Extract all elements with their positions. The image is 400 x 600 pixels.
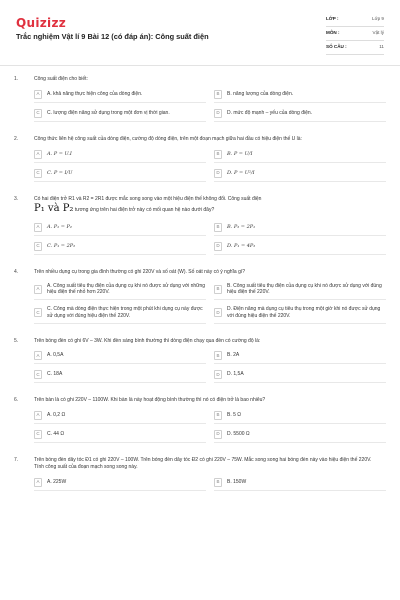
option-c[interactable] [34, 306, 206, 324]
question-text-part: Có hai điện trở R1 và R2 = 2R1 được mắc song song vào một hiệu điện thế không đổi. Công suất điện [34, 195, 262, 202]
option-letter: B [214, 411, 222, 420]
meta-subject-label: MÔN : [326, 30, 340, 36]
option-c[interactable] [34, 430, 206, 443]
question-number: 3. [14, 195, 19, 202]
option-letter: B [214, 150, 222, 159]
meta-subject [326, 27, 384, 41]
option-c[interactable] [34, 242, 206, 255]
question-4 [0, 269, 400, 324]
option-grid [34, 351, 386, 383]
option-d[interactable] [214, 306, 386, 324]
question-text: Trên bóng đèn có ghi 6V – 3W. Khi đèn sáng bình thường thì dòng điện chạy qua đèn có cường độ là: [34, 337, 261, 344]
option-letter: C [34, 430, 42, 439]
option-grid [34, 478, 386, 491]
option-text: C. lượng điện năng sử dụng trong một đơn vị thời gian. [47, 109, 170, 116]
option-text: B. 5 Ω [227, 412, 242, 419]
option-b[interactable] [214, 351, 386, 364]
option-formula: D. P = U²/I [227, 169, 255, 176]
option-letter: C [34, 109, 42, 118]
option-letter: C [34, 370, 42, 379]
option-letter: A [34, 478, 42, 487]
option-text: B. Công suất tiêu thụ điện của dụng cụ khi nó được sử dụng với đúng hiệu điện thế 220V. [227, 282, 382, 296]
option-text: D. 1,5A [227, 371, 244, 378]
option-grid [34, 223, 386, 255]
option-letter: D [214, 242, 222, 251]
power-symbols: P₁ và P₂ [34, 203, 74, 215]
option-letter: A [34, 285, 42, 294]
meta-count-label: SỐ CÂU : [326, 44, 347, 50]
option-text: B. 150W [227, 478, 247, 485]
option-d[interactable] [214, 370, 386, 383]
option-a[interactable] [34, 283, 206, 301]
option-text: A. Công suất tiêu thụ điện của dụng cụ khi nó được sử dụng với những hiệu điện thế nhỏ hơn 220V. [47, 282, 206, 296]
option-c[interactable] [34, 169, 206, 182]
option-a[interactable] [34, 150, 206, 163]
question-6 [0, 397, 400, 443]
question-text: Trên bàn là có ghi 220V – 1100W. Khi bàn là này hoạt động bình thường thì nó có điện trở là bao nhiêu? [34, 397, 266, 404]
option-text: A. khả năng thực hiện công của dòng điện. [47, 90, 143, 97]
question-list [0, 76, 400, 505]
option-text: D. mức độ mạnh – yếu của dòng điện. [227, 109, 313, 116]
option-grid [34, 90, 386, 122]
option-letter: D [214, 430, 222, 439]
meta-class-label: LỚP : [326, 16, 339, 22]
meta-count [326, 41, 384, 55]
option-formula: C. P = I/U [47, 169, 73, 176]
meta-subject-value: Vật lý [372, 30, 384, 36]
option-letter: D [214, 109, 222, 118]
option-letter: A [34, 90, 42, 99]
question-number: 2. [14, 135, 19, 142]
option-grid [34, 411, 386, 443]
option-a[interactable] [34, 478, 206, 491]
meta-class [326, 13, 384, 27]
question-text-part: tương ứng trên hai điện trở này có mối quan hệ nào dưới đây? [74, 207, 215, 214]
option-formula: B. P = U/I [227, 150, 253, 157]
option-letter: C [34, 308, 42, 317]
option-letter: A [34, 223, 42, 232]
question-text [34, 196, 374, 216]
question-text: Trên bóng đèn dây tóc Đ1 có ghi 220V – 100W. Trên bóng đèn dây tóc Đ2 có ghi 220V – 75W. Mắc song song hai bóng đèn này vào hiệu điện thế 220V. Tính công suất của đoạn mạch song song này. [34, 457, 372, 470]
option-grid [34, 150, 386, 182]
option-a[interactable] [34, 411, 206, 424]
option-formula: D. P₁ = 4P₂ [227, 242, 256, 249]
meta-count-value: 11 [379, 44, 384, 50]
option-letter: A [34, 150, 42, 159]
option-text: A. 0,2 Ω [47, 412, 66, 419]
option-text: A. 225W [47, 478, 67, 485]
page-title: Trắc nghiệm Vật lí 9 Bài 12 (có đáp án): Công suất điện [16, 32, 209, 41]
option-formula: A. P₁ = P₂ [47, 223, 72, 230]
option-letter: B [214, 351, 222, 360]
option-b[interactable] [214, 283, 386, 301]
option-text: C. Công mà dòng điện thực hiện trong một phút khi dụng cụ này được sử dụng với đúng hiệu điện thế 220V. [47, 306, 203, 319]
question-2 [0, 136, 400, 182]
option-letter: B [214, 478, 222, 487]
option-d[interactable] [214, 430, 386, 443]
option-letter: D [214, 308, 222, 317]
option-letter: C [34, 169, 42, 178]
question-number: 7. [14, 457, 19, 463]
option-letter: C [34, 242, 42, 251]
option-a[interactable] [34, 351, 206, 364]
question-number: 6. [14, 397, 19, 404]
option-letter: B [214, 90, 222, 99]
option-letter: D [214, 169, 222, 178]
question-number: 5. [14, 337, 19, 344]
question-text: Công suất điện cho biết: [34, 76, 88, 82]
option-a[interactable] [34, 90, 206, 103]
option-text: D. 5500 Ω [227, 431, 250, 438]
option-c[interactable] [34, 109, 206, 122]
option-b[interactable] [214, 223, 386, 236]
option-text: C. 44 Ω [47, 431, 65, 438]
worksheet-meta [326, 13, 384, 55]
option-d[interactable] [214, 109, 386, 122]
option-letter: A [34, 411, 42, 420]
quizizz-logo: Quizizz [16, 16, 67, 30]
option-letter: D [214, 370, 222, 379]
option-formula: B. P₂ = 2P₁ [227, 223, 256, 230]
option-c[interactable] [34, 370, 206, 383]
question-3 [0, 196, 400, 255]
option-b[interactable] [214, 90, 386, 103]
option-formula: A. P = U.I [47, 150, 72, 157]
option-a[interactable] [34, 223, 206, 236]
meta-class-value: Lớp 9 [372, 16, 384, 22]
option-grid [34, 283, 386, 324]
question-number: 4. [14, 268, 19, 275]
option-letter: A [34, 351, 42, 360]
option-text: A. 0,5A [47, 352, 64, 359]
option-text: C. 18A [47, 371, 63, 378]
option-formula: C. P₁ = 2P₂ [47, 242, 76, 249]
question-7 [0, 457, 400, 491]
option-text: D. Điện năng mà dụng cụ tiêu thụ trong một giờ khi nó được sử dụng với đúng hiệu điện thế 220V. [227, 306, 381, 319]
option-letter: B [214, 223, 222, 232]
question-1 [0, 76, 400, 122]
question-text: Trên nhiều dụng cụ trong gia đình thường có ghi 220V và số oát (W). Số oát này có ý nghĩa gì? [34, 268, 246, 275]
option-b[interactable] [214, 150, 386, 163]
question-5 [0, 338, 400, 384]
option-d[interactable] [214, 242, 386, 255]
option-b[interactable] [214, 411, 386, 424]
question-number: 1. [14, 76, 19, 82]
option-text: B. 2A [227, 352, 240, 359]
option-letter: B [214, 285, 222, 294]
question-text: Công thức liên hệ công suất của dòng điện, cường độ dòng điện, trên một đoạn mạch giữa hai đầu có hiệu điện thế U là: [34, 135, 302, 142]
worksheet-header [0, 0, 400, 66]
option-d[interactable] [214, 169, 386, 182]
option-b[interactable] [214, 478, 386, 491]
option-text: B. năng lượng của dòng điện. [227, 90, 294, 97]
